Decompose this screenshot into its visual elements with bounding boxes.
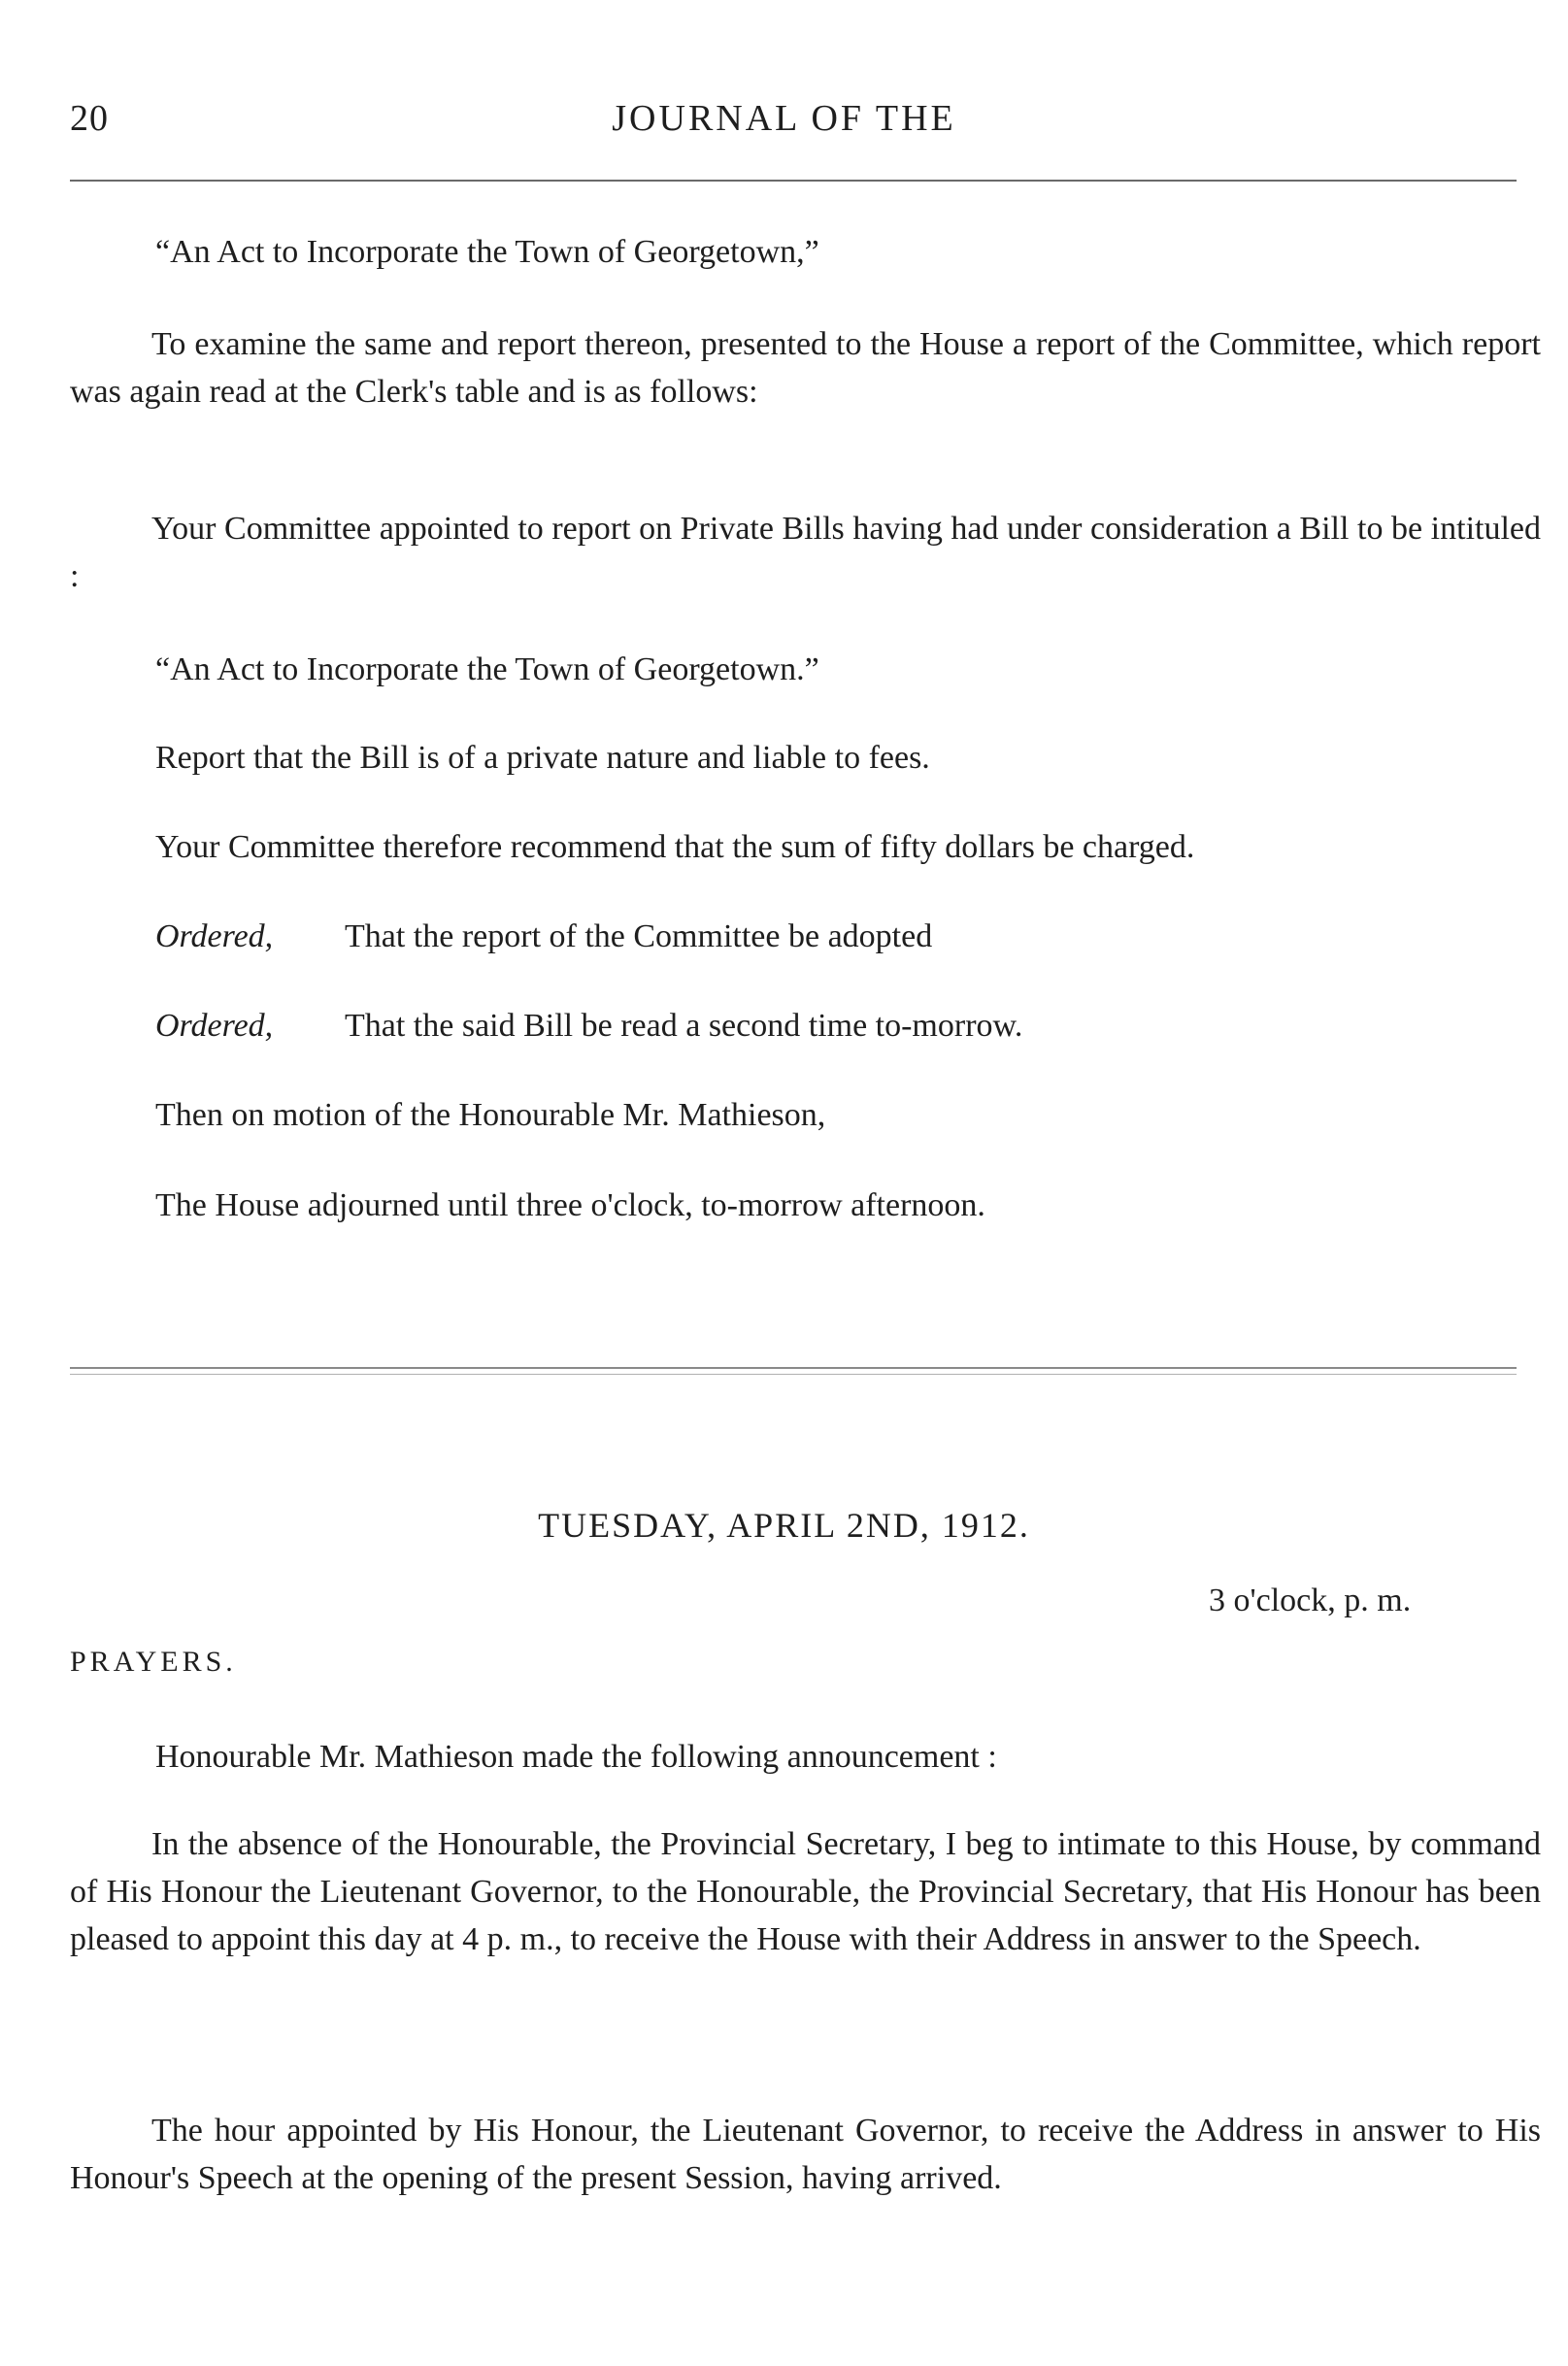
adjourned-line: The House adjourned until three o'clock, to-morrow afternoon. [155,1187,985,1223]
section-divider-secondary [70,1374,1517,1375]
prayers-heading: PRAYERS. [70,1646,237,1678]
announcement-paragraph: In the absence of the Honourable, the Provincial Secretary, I beg to intimate to this House, by command of His Honour the Lieutenant Governor, to the Honourable, the Provincial Secretary, that His Honour has been pleased to appoint this day at 4 p. m., to receive the House with their Address in answer to the Speech. [70,1826,1541,1957]
header-rule [70,180,1517,182]
recommend-line: Your Committee therefore recommend that the sum of fifty dollars be charged. [155,829,1195,865]
committee-paragraph: Your Committee appointed to report on Private Bills having had under consideration a Bill to be intituled : [70,511,1541,594]
report-intro-paragraph: To examine the same and report thereon, presented to the House a report of the Committee, which report was again read at the Clerk's table and is as follows: [70,326,1541,410]
act-title-1: “An Act to Incorporate the Town of Georgetown,” [155,234,819,270]
ordered-label-2: Ordered, [155,1008,274,1044]
ordered-text-2: That the said Bill be read a second time to-morrow. [345,1008,1023,1044]
running-head: JOURNAL OF THE [612,98,956,139]
ordered-label-1: Ordered, [155,918,274,954]
motion-line: Then on motion of the Honourable Mr. Mathieson, [155,1097,826,1133]
ordered-text-1: That the report of the Committee be adopted [345,918,933,954]
hour-appointed-paragraph: The hour appointed by His Honour, the Lieutenant Governor, to receive the Address in answer to His Honour's Speech at the opening of the present Session, having arrived. [70,2113,1541,2196]
sitting-date-heading: TUESDAY, APRIL 2ND, 1912. [538,1506,1030,1545]
announcement-intro: Honourable Mr. Mathieson made the following announcement : [155,1739,997,1775]
sitting-time: 3 o'clock, p. m. [1209,1583,1412,1618]
page-number: 20 [70,98,109,139]
ordered-line-1 [155,913,932,960]
section-divider [70,1367,1517,1369]
report-nature-line: Report that the Bill is of a private nature and liable to fees. [155,740,930,776]
act-title-2: “An Act to Incorporate the Town of Georgetown.” [155,651,819,687]
ordered-line-2 [155,1002,1022,1050]
